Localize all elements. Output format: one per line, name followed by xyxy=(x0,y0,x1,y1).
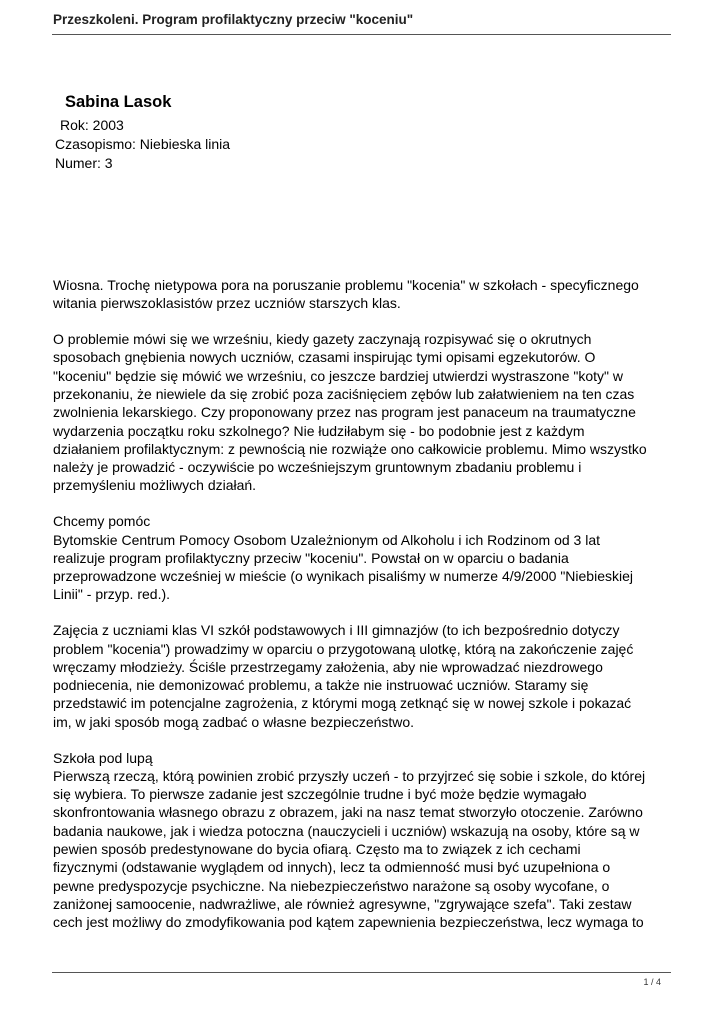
paragraph-line: zwolnienia lekarskiego. Czy proponowany przez nas program jest panaceum na traumatyczne xyxy=(53,404,636,421)
document-header-title: Przeszkoleni. Program profilaktyczny przeciw "koceniu" xyxy=(53,12,414,27)
paragraph-line: zaniżonej samoocenie, nadwrażliwe, ale również agresywne, "zgrywające szefa". Taki zestaw xyxy=(53,895,632,912)
paragraph-line: Wiosna. Trochę nietypowa pora na poruszanie problemu "kocenia" w szkołach - specyficznego xyxy=(53,277,639,293)
paragraph-line: Bytomskie Centrum Pomocy Osobom Uzależnionym od Alkoholu i ich Rodzinom od 3 lat xyxy=(53,531,601,548)
article-body xyxy=(53,276,673,949)
paragraph-line: cech jest możliwy do zmodyfikowania pod kątem zapewnienia bezpieczeństwa, lecz wymaga to xyxy=(53,914,644,931)
paragraph-line: przekonaniu, że niewiele da się zrobić poza zaciśnięciem zębów lub załatwieniem na ten czas xyxy=(53,385,635,402)
paragraph-line: przeprowadzone wcześniej w mieście (o wynikach pisaliśmy w numerze 4/9/2000 "Niebieskiej xyxy=(53,568,633,585)
article-paragraph xyxy=(53,621,673,731)
article-meta xyxy=(55,92,230,173)
paragraph-line: badania naukowe, jak i wiedza potoczna (nauczycieli i uczniów) wskazują na osoby, które są w xyxy=(53,822,640,839)
paragraph-line: Pierwszą rzeczą, którą powinien zrobić przyszły uczeń - to przyjrzeć się sobie i szkole, do której xyxy=(53,767,646,784)
paragraph-line: Szkoła pod lupą xyxy=(53,749,153,766)
meta-year: Rok: 2003 xyxy=(60,117,124,133)
paragraph-line: Linii" - przyp. red.). xyxy=(53,586,171,603)
paragraph-line: przedstawić im potencjalne zagrożenia, z którymi mogą zetknąć się w nowej szkole i pokazać xyxy=(53,695,632,712)
page-number: 1 / 4 xyxy=(643,977,661,987)
paragraph-line: wręczamy młodzieży. Ściśle przestrzegamy założenia, aby nie wprowadzać niezdrowego xyxy=(53,658,603,675)
paragraph-line: podniecenia, nie demonizować problemu, a także nie instruować uczniów. Staramy się xyxy=(53,677,589,694)
header-divider xyxy=(52,34,671,35)
article-paragraph xyxy=(53,749,673,932)
paragraph-line: należy je prowadzić - oczywiście po wcześniejszym gruntownym zbadaniu problemu i xyxy=(53,459,582,476)
meta-issue: Numer: 3 xyxy=(55,155,113,171)
paragraph-line: "koceniu" będzie się mówić we wrześniu, co jeszcze bardziej utwierdzi wystraszone "koty" w xyxy=(53,367,623,384)
paragraph-line: wydarzenia początku roku szkolnego? Nie łudziłabym się - bo podobnie jest z każdym xyxy=(53,422,585,439)
article-paragraph xyxy=(53,512,673,603)
paragraph-line: sposobach gnębienia nowych uczniów, czasami inspirując tymi opisami egzekutorów. O xyxy=(53,349,596,366)
paragraph-line: pewien sposób predestynowane do bycia ofiarą. Często ma to związek z ich cechami xyxy=(53,841,581,858)
paragraph-line: pewne predyspozycje psychiczne. Na niebezpieczeństwo narażone są osoby wycofane, o xyxy=(53,877,610,894)
footer-divider xyxy=(52,972,671,973)
paragraph-line: O problemie mówi się we wrześniu, kiedy gazety zaczynają rozpisywać się o okrutnych xyxy=(53,331,592,348)
paragraph-line: przemyśleniu możliwych działań. xyxy=(53,477,257,494)
paragraph-line: Chcemy pomóc xyxy=(53,513,151,530)
paragraph-line: im, w jaki sposób mogą zadbać o własne bezpieczeństwo. xyxy=(53,713,415,730)
paragraph-line: się wybiera. To pierwsze zadanie jest szczególnie trudne i być może będzie wymagało xyxy=(53,786,587,803)
paragraph-line: fizycznymi (odstawanie wyglądem od innych), lecz ta odmienność musi być uzupełniona o xyxy=(53,859,611,876)
paragraph-line: witania pierwszoklasistów przez uczniów starszych klas. xyxy=(53,295,401,312)
paragraph-line: skonfrontowania własnego obrazu z obrazem, jaki na nasz temat stworzyło otoczenie. Zarówno xyxy=(53,804,643,821)
article-paragraph xyxy=(53,330,673,495)
paragraph-line: Zajęcia z uczniami klas VI szkół podstawowych i III gimnazjów (to ich bezpośrednio dotyczy xyxy=(53,622,620,639)
article-paragraph xyxy=(53,276,673,313)
paragraph-line: realizuje program profilaktyczny przeciw "koceniu". Powstał on w oparciu o badania xyxy=(53,549,569,566)
paragraph-line: działaniem profilaktycznym: z pewnością nie rozwiąże ono całkowicie problemu. Mimo wszystko xyxy=(53,440,647,457)
author-name: Sabina Lasok xyxy=(65,93,172,111)
meta-magazine: Czasopismo: Niebieska linia xyxy=(55,136,231,152)
paragraph-line: problem "kocenia") prowadzimy w oparciu o przygotowaną ulotkę, którą na zakończenie zajęć xyxy=(53,640,634,657)
